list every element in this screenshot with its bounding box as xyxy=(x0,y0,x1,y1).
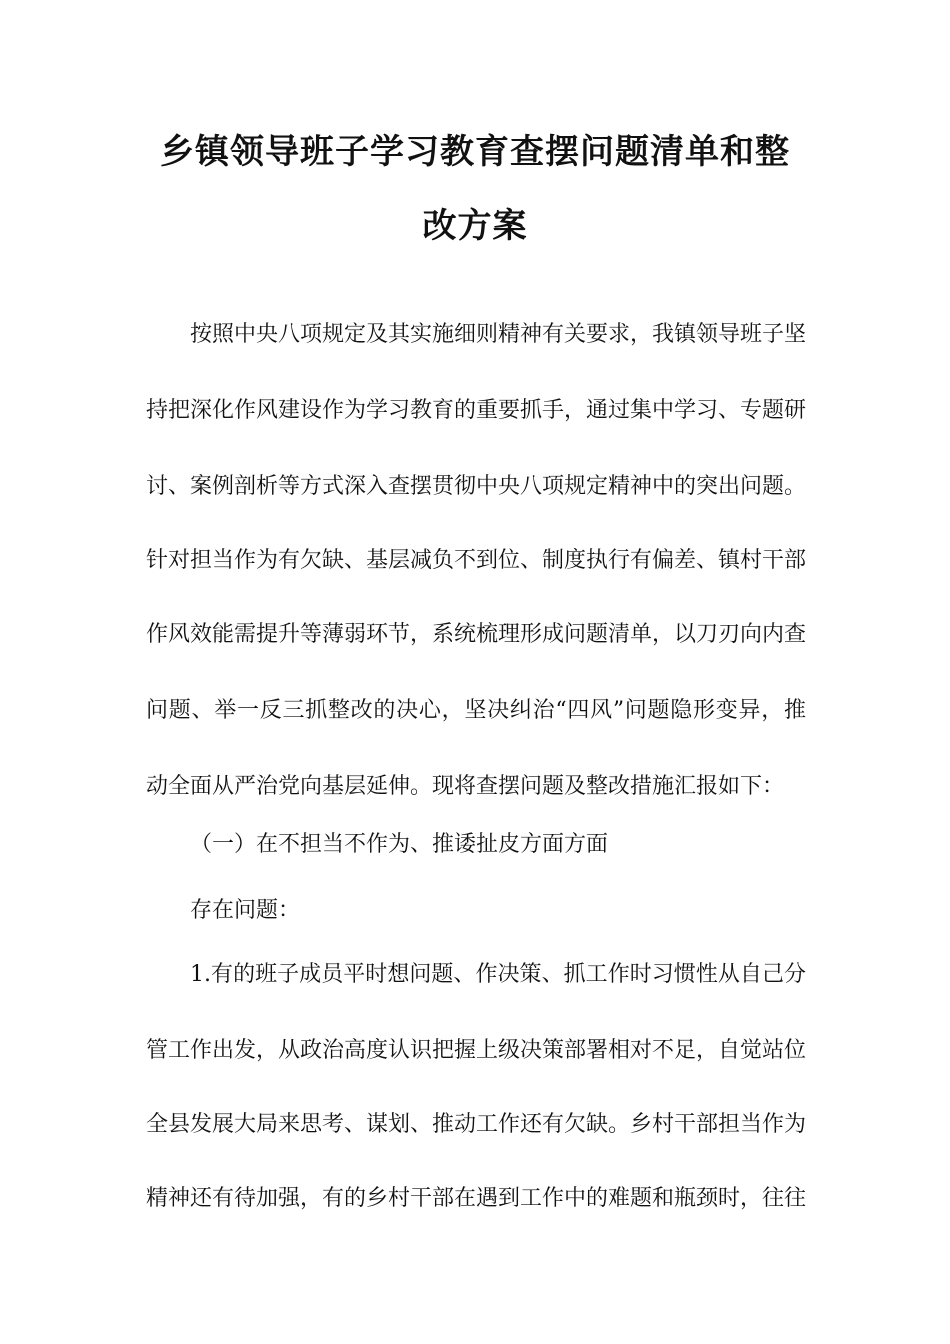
paragraph-line: 作风效能需提升等薄弱环节，系统梳理形成问题清单，以刀刃向内查 xyxy=(146,622,807,647)
paragraph-line: 问题、举一反三抓整改的决心，坚决纠治“四风”问题隐形变异，推 xyxy=(146,698,806,723)
document-title-line-2: 改方案 xyxy=(422,206,528,246)
paragraph-line: 1.有的班子成员平时想问题、作决策、抓工作时习惯性从自己分 xyxy=(190,962,806,987)
document-title-line-1: 乡镇领导班子学习教育查摆问题清单和整 xyxy=(160,132,790,172)
paragraph-line: 管工作出发，从政治高度认识把握上级决策部署相对不足，自觉站位 xyxy=(146,1038,807,1063)
paragraph-line: 精神还有待加强，有的乡村干部在遇到工作中的难题和瓶颈时，往往 xyxy=(146,1186,807,1211)
issues-label: 存在问题： xyxy=(190,898,301,923)
paragraph-line: 持把深化作风建设作为学习教育的重要抓手，通过集中学习、专题研 xyxy=(146,398,807,423)
paragraph-line: 全县发展大局来思考、谋划、推动工作还有欠缺。乡村干部担当作为 xyxy=(146,1112,807,1137)
paragraph-line: 按照中央八项规定及其实施细则精神有关要求，我镇领导班子坚 xyxy=(190,322,807,347)
section-heading: （一）在不担当不作为、推诿扯皮方面方面 xyxy=(190,832,609,857)
paragraph-line: 讨、案例剖析等方式深入查摆贯彻中央八项规定精神中的突出问题。 xyxy=(146,474,807,499)
paragraph-line: 针对担当作为有欠缺、基层减负不到位、制度执行有偏差、镇村干部 xyxy=(146,548,807,573)
paragraph-line: 动全面从严治党向基层延伸。现将查摆问题及整改措施汇报如下： xyxy=(146,774,785,799)
